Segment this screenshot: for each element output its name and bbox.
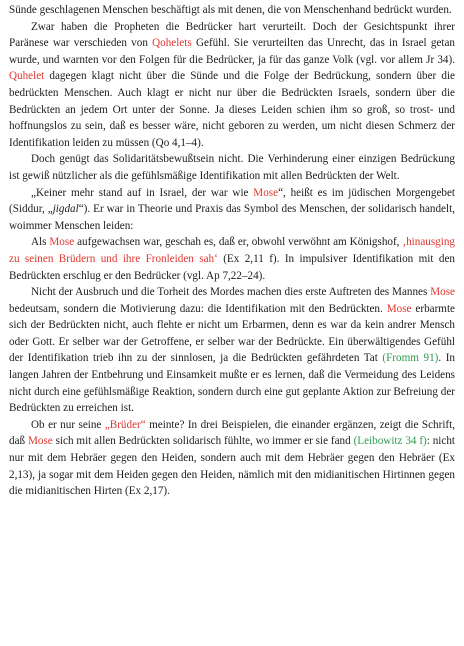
text-run: dagegen klagt nicht über die Sünde und die Folge der Bedrückung, sondern über die bedrückten Menschen. Auch klagt er nicht nur über die Bedrückten Israels, sondern über die Bedrückten an jedem Ort unter der Sonne. Ja dieses Leiden schien ihm so groß, so trost- und hoffnungslos zu sein, daß es besser wäre, nicht geboren zu werden, um nicht diesen Schmerz der Identifikation leiden zu müssen (Qo 4,1–4). [9, 70, 455, 149]
highlight-qohelet: Qohelets [152, 37, 192, 50]
highlight-mose: Mose [253, 186, 279, 199]
text-run: „Keiner mehr stand auf in Israel, der war wie [31, 186, 254, 199]
paragraph [9, 151, 455, 184]
text-run: erbarmte sich der Bedrückten nicht, auch flehte er nicht um Erbarmen, denn es war da kein andrer Mensch oder Gott. Er selber war der Getroffene, er selber war der Bedrückte. Ein überwältigendes Gefühl der Identifikation trieb ihn zu der sinnlosen, ja die Bedrückten gefährdeten Tat [9, 302, 455, 365]
text-run: sich mit allen Bedrückten solidarisch fühlte, wo immer er sie fand [52, 435, 354, 448]
text-run: Doch genügt das Solidaritätsbewußtsein nicht. Die Verhinderung einer einzigen Bedrückung ist gewiß nützlicher als die gefühlsmäßige Identifikation mit allen Bedrückten der Welt. [9, 153, 455, 182]
paragraph [9, 234, 455, 284]
paragraph [9, 417, 455, 500]
highlight-mose: Mose [430, 286, 455, 299]
text-run: meinte? In drei Beispielen, die einander ergänzen, zeigt die Schrift, daß [9, 418, 456, 448]
text-run: Sünde geschlagenen Menschen beschäftigt als mit denen, die von Menschenhand bedrückt wurden. [9, 4, 452, 16]
text-run: Als [31, 236, 50, 249]
text-run: (Ex 2,11 f). In impulsiver Identifikation mit den Bedrückten erschlug er den Bedrücker (vgl. Ap 7,22–24). [9, 252, 455, 282]
highlight-quotation: ‚hinausging zu seinen Brüdern und ihre Fronleiden sah‘ [9, 236, 455, 265]
text-run: bedeutsam, sondern die Motivierung dazu: die Identifikation mit den Bedrückten. [9, 302, 387, 315]
text-run: aufgewachsen war, geschah es, daß er, obwohl verwöhnt am Königshof, [74, 236, 403, 249]
text-run: Zwar haben die Propheten die Bedrücker hart verurteilt. Doch der Gesichtspunkt ihrer Paränese war verschieden von [9, 20, 455, 50]
citation-fromm: (Fromm 91) [382, 352, 439, 365]
paragraph [9, 2, 455, 19]
text-run: Ob er nur seine [31, 418, 105, 431]
text-run: “, heißt es im jüdischen Morgengebet (Siddur, „ [9, 186, 455, 216]
paragraph [9, 19, 455, 152]
highlight-brueder: „Brüder“ [104, 418, 146, 431]
text-run: : nicht nur mit dem Hebräer gegen den Heiden, sondern auch mit dem Hebräer gegen den Hebräer (Ex 2,13), ja sogar mit dem Heiden gegen den Heiden, nämlich mit den midianitischen Hirtinnen gegen die midianitischen Hirten (Ex 2,17). [9, 435, 456, 498]
paragraph [9, 185, 455, 235]
highlight-mose: Mose [49, 236, 75, 249]
text-run: Gefühl. Sie verurteilten das Unrecht, das in Israel getan wurde, und warnten vor den Folgen für die Bedrücker, ja für das ganze Volk (vgl. vor allem Jr 34). [9, 37, 455, 66]
citation-leibowitz: (Leibowitz 34 f) [353, 435, 427, 448]
paragraph [9, 284, 455, 417]
text-run: . In langen Jahren der Entbehrung und Einsamkeit mußte er es lernen, daß die Vermeidung des Leidens nicht durch eine gefühlsmäßige Reaktion, sondern durch eine gut geplante Aktion zur Befreiung der Bedrückten zu erreichen ist. [9, 352, 455, 415]
highlight-quhelet: Quhelet [9, 70, 45, 83]
text-run: Nicht der Ausbruch und die Torheit des Mordes machen dies erste Auftreten des Mannes [31, 286, 431, 299]
text-run: “). Er war in Theorie und Praxis das Symbol des Menschen, der solidarisch handelt, woimmer Menschen leiden: [9, 203, 455, 232]
highlight-mose: Mose [386, 302, 412, 315]
italic-term: jigdal [52, 203, 79, 216]
highlight-mose: Mose [27, 435, 53, 448]
